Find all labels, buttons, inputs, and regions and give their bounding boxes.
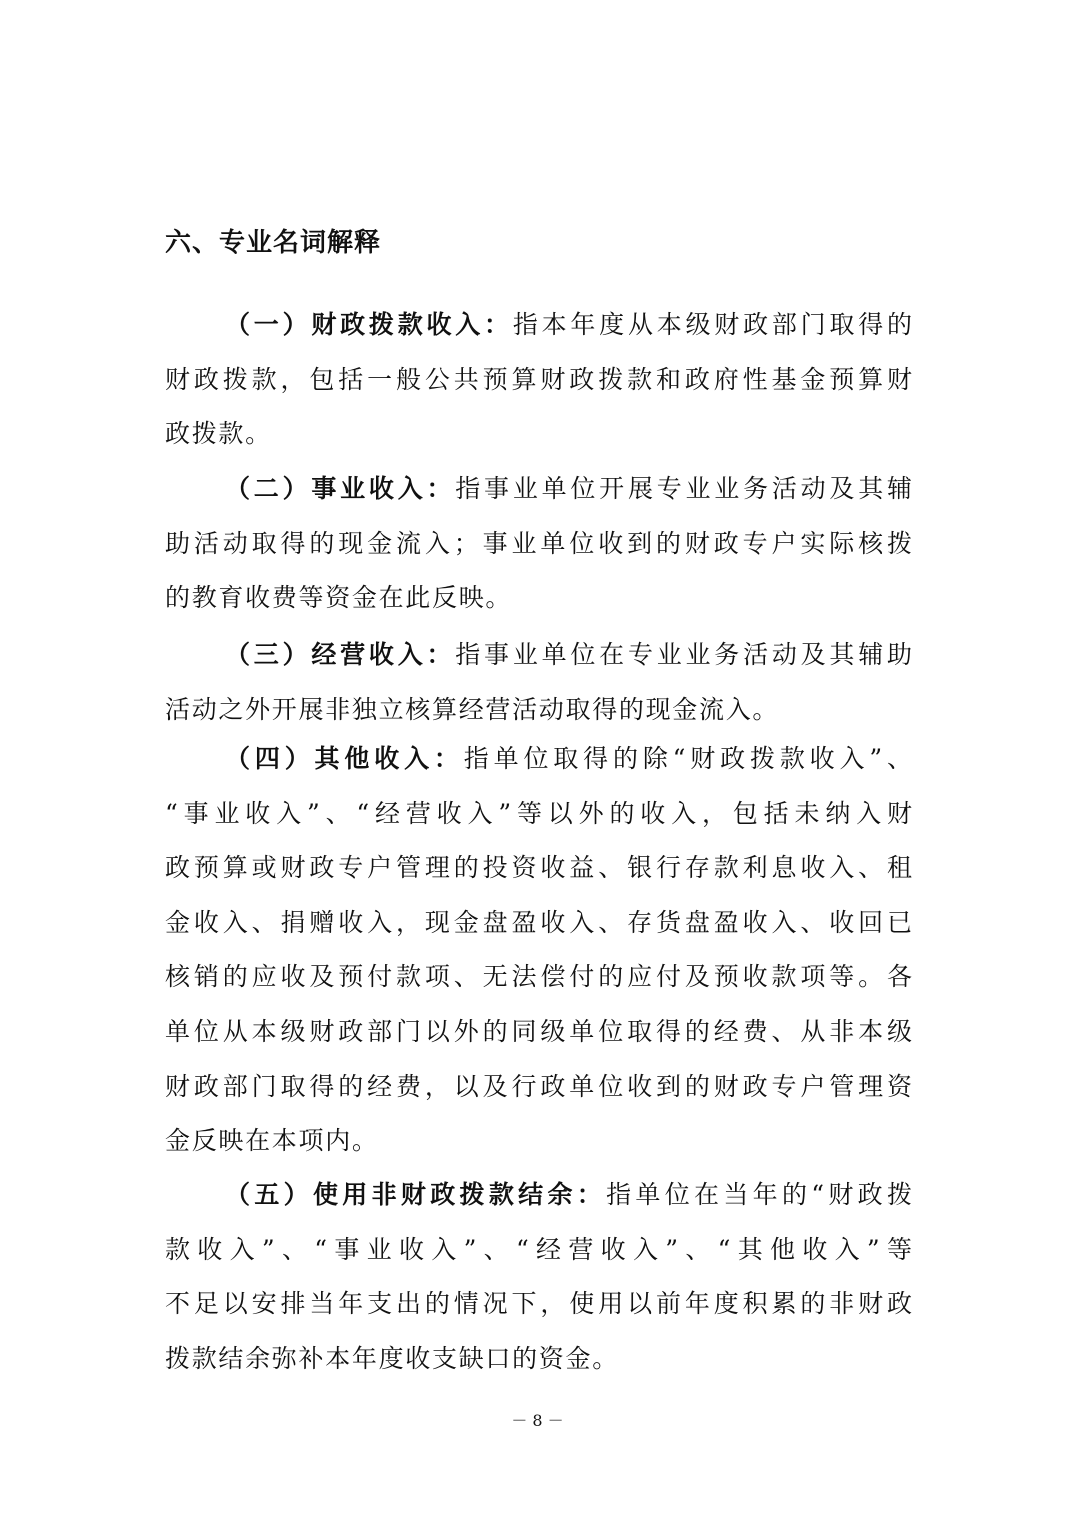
text-line — [165, 1277, 912, 1332]
definition-paragraph — [165, 628, 912, 737]
text-line — [165, 683, 912, 738]
text-line — [165, 1223, 912, 1278]
definition-text: 核销的应收及预付款项、无法偿付的应付及预收款项等。各 — [165, 962, 912, 992]
text-line — [165, 732, 912, 787]
text-line — [165, 517, 912, 572]
definition-paragraph — [165, 1168, 912, 1386]
term-label: （一）财政拨款收入： — [225, 310, 513, 339]
definition-text: 指事业单位开展专业业务活动及其辅 — [455, 474, 912, 503]
term-label: （五）使用非财政拨款结余： — [225, 1180, 607, 1209]
definition-text: 指单位在当年的“财政拨 — [606, 1180, 912, 1209]
section-heading: 六、专业名词解释 — [165, 228, 382, 258]
text-line — [165, 628, 912, 683]
term-label: （三）经营收入： — [225, 640, 456, 669]
definition-paragraph — [165, 462, 912, 626]
definition-text: 单位从本级财政部门以外的同级单位取得的经费、从非本级 — [165, 1016, 912, 1046]
definition-text: 指单位取得的除“财政拨款收入”、 — [463, 744, 912, 773]
text-line — [165, 571, 912, 626]
definition-paragraph — [165, 298, 912, 462]
text-line — [165, 1060, 912, 1115]
definition-text: 活动之外开展非独立核算经营活动取得的现金流入。 — [165, 694, 780, 724]
term-label: （四）其他收入： — [225, 744, 464, 773]
definition-text: 助活动取得的现金流入；事业单位收到的财政专户实际核拨 — [165, 528, 912, 558]
text-line — [165, 407, 912, 462]
definition-text: 指本年度从本级财政部门取得的 — [512, 310, 912, 339]
definition-text: 款收入”、“事业收入”、“经营收入”、“其他收入”等 — [165, 1234, 912, 1264]
definition-text: 不足以安排当年支出的情况下，使用以前年度积累的非财政 — [165, 1289, 912, 1319]
term-label: （二）事业收入： — [225, 474, 456, 503]
definition-text: “事业收入”、“经营收入”等以外的收入，包括未纳入财 — [165, 798, 912, 828]
definition-text: 金收入、捐赠收入，现金盘盈收入、存货盘盈收入、收回已 — [165, 907, 912, 937]
text-line — [165, 1168, 912, 1223]
text-line — [165, 896, 912, 951]
definition-text: 政拨款。 — [165, 419, 272, 449]
definition-text: 财政拨款，包括一般公共预算财政拨款和政府性基金预算财 — [165, 364, 912, 394]
text-line — [165, 353, 912, 408]
text-line — [165, 298, 912, 353]
definition-text: 的教育收费等资金在此反映。 — [165, 583, 513, 613]
text-line — [165, 462, 912, 517]
text-line — [165, 841, 912, 896]
text-line — [165, 1114, 912, 1169]
text-line — [165, 1332, 912, 1387]
definition-text: 金反映在本项内。 — [165, 1126, 379, 1156]
text-line — [165, 787, 912, 842]
definition-text: 政预算或财政专户管理的投资收益、银行存款利息收入、租 — [165, 853, 912, 883]
definition-text: 拨款结余弥补本年度收支缺口的资金。 — [165, 1343, 619, 1373]
definition-text: 指事业单位在专业业务活动及其辅助 — [455, 640, 912, 669]
definition-paragraph — [165, 732, 912, 1169]
text-line — [165, 950, 912, 1005]
text-line — [165, 1005, 912, 1060]
page-number: － 8 － — [511, 1411, 564, 1430]
definition-text: 财政部门取得的经费，以及行政单位收到的财政专户管理资 — [165, 1071, 912, 1101]
